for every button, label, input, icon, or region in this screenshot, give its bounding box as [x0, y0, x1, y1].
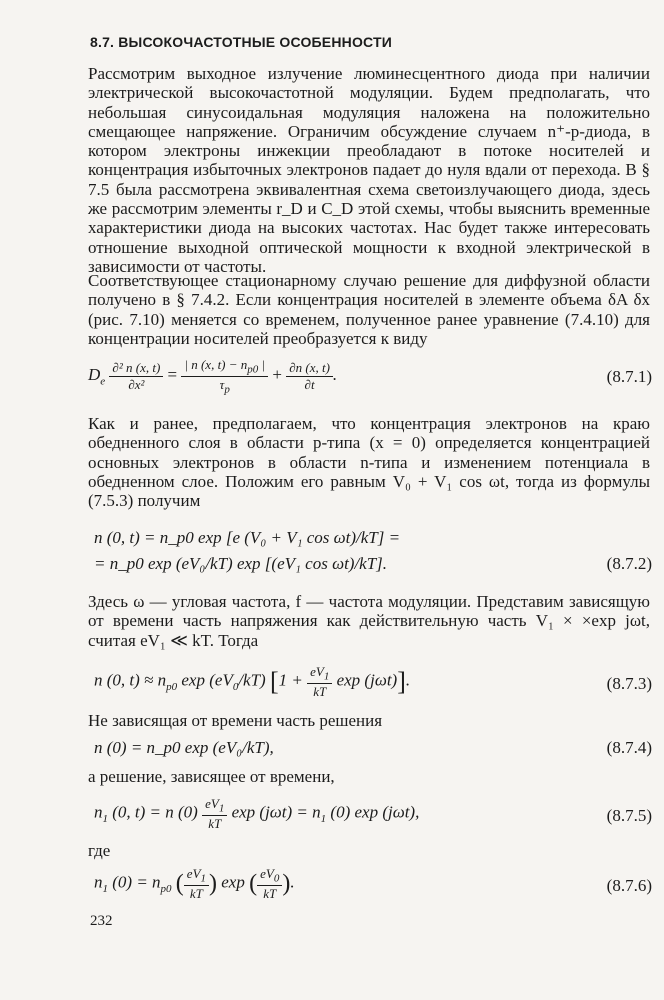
equation-number: (8.7.2) [606, 554, 652, 573]
paragraph-boundary: Как и ранее, предполагаем, что концентрация электронов на краю обедненного слоя в области p-типа (x = 0) определяется концентрацией основных электронов в области n-типа и изменением потенциала в обедненном слое. Положим его равным V₀ + V₁ cos ωt, тогда из формулы (7.5.3) получим [88, 414, 650, 511]
equation-number: (8.7.6) [606, 876, 652, 895]
paragraph-where: где [88, 841, 111, 860]
equation-number: (8.7.3) [606, 674, 652, 693]
equation-8-7-2-line2: = n_p0 exp (eV₀/kT) exp [(eV₁ cos ωt)/kT]. [94, 554, 388, 573]
equation-8-7-5 [88, 792, 652, 836]
equation-number: (8.7.5) [606, 806, 652, 825]
section-heading: 8.7. ВЫСОКОЧАСТОТНЫЕ ОСОБЕННОСТИ [90, 34, 393, 50]
equation-8-7-4-body: n (0) = n_p0 exp (eV₀/kT), [94, 738, 274, 757]
equation-8-7-5-body: $n_1$ (0, t) = n (0) $\frac{eV_1}{kT}$ $\exp (j\omega t) = n_1$ (0) exp (jωt), [94, 796, 420, 831]
page-number: 232 [90, 913, 113, 929]
paragraph-dynamic-part: а решение, зависящее от времени, [88, 767, 335, 786]
equation-8-7-1-body: $D_e$ $\frac{\text{∂² n (x, t)}}{\text{∂x²}}$ = $\frac{| n (x, t) - n_{p0} |}{\tau_p}$ + $\frac{\partial n (x, t)}{\partial t}$ . [88, 357, 338, 396]
equation-8-7-6 [88, 862, 652, 906]
equation-8-7-4 [88, 738, 652, 760]
paragraph-diffusion: Соответствующее стационарному случаю решение для диффузной области получено в § 7.4.2. Если концентрация носителей в элементе объема δA δx (рис. 7.10) меняется со временем, полученное ранее уравнение (7.4.10) для концентрации носителей преобразуется к виду [88, 271, 650, 348]
paragraph-intro: Рассмотрим выходное излучение люминесцентного диода при наличии электрической высокочастотной модуляции. Будем предполагать, что небольшая синусоидальная модуляция наложена на положительно смещающее напряжение. Ограничим обсуждение случаем n⁺-p-диода, в котором электроны инжекции преобладают в потоке носителей и концентрация избыточных электронов падает до нуля вдали от перехода. В § 7.5 была рассмотрена эквивалентная схема светоизлучающего диода, здесь же рассмотрим элементы r_D и C_D этой схемы, чтобы выяснить временные характеристики диода на высоких частотах. Нас будет также интересовать отношение выходной оптической мощности к входной электрической в зависимости от частоты. [88, 64, 650, 276]
equation-8-7-2 [88, 528, 652, 576]
equation-8-7-6-body: $n_1$ $(0) = n_{p0}$ ( $\frac{eV_1}{kT}$ ) exp ( $\frac{eV_0}{kT}$ ). [94, 866, 295, 901]
equation-8-7-2-line1: n (0, t) = n_p0 exp [e (V₀ + V₁ cos ωt)/kT] = [94, 528, 401, 547]
equation-number: (8.7.1) [606, 367, 652, 386]
paragraph-static-part: Не зависящая от времени часть решения [88, 711, 383, 730]
equation-8-7-3 [88, 660, 652, 704]
equation-8-7-3-body: n (0, $t) \approx n_{p0}$ $\exp (eV_0/kT) [1$ + $\frac{eV_1}{kT}$ exp (jωt)]. [94, 664, 411, 699]
equation-8-7-1 [88, 357, 652, 397]
paragraph-modulation: Здесь ω — угловая частота, f — частота модуляции. Представим зависящую от времени часть напряжения как действительную часть V₁ × ×exp jωt, считая eV₁ ≪ kT. Тогда [88, 592, 650, 650]
equation-number: (8.7.4) [606, 738, 652, 757]
